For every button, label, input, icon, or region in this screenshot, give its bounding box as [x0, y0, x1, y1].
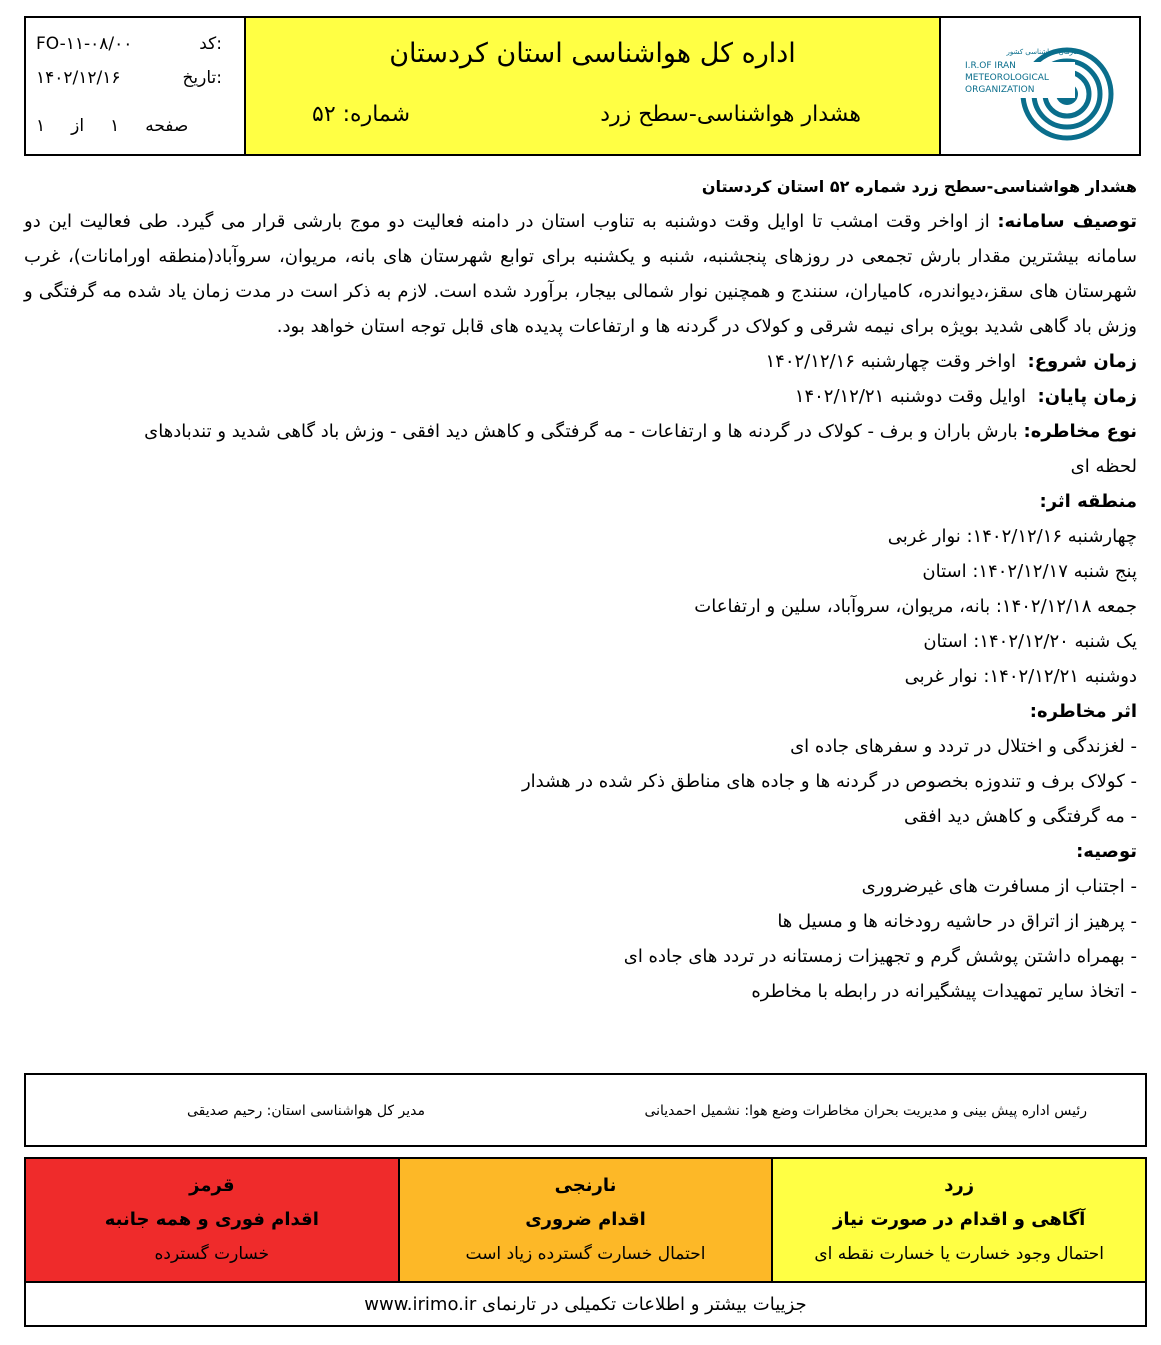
end-value: اوایل وقت دوشنبه ۱۴۰۲/۱۲/۲۱: [794, 386, 1027, 407]
system-description: [24, 204, 1137, 344]
advice-heading: [24, 834, 1137, 869]
code-label: کد:: [199, 34, 222, 54]
level-name: قرمز: [189, 1175, 235, 1196]
area-item: جمعه ۱۴۰۲/۱۲/۱۸: بانه، مریوان، سروآباد، سلین و ارتفاعات: [694, 596, 1137, 617]
page-title: اداره کل هواشناسی استان کردستان: [389, 38, 796, 69]
director-signature: مدیر کل هواشناسی استان: رحیم صدیقی: [186, 1103, 425, 1119]
page-label: صفحه: [145, 116, 189, 136]
effect-heading: [24, 694, 1137, 729]
irimo-logo-icon: [959, 32, 1119, 144]
level-action: اقدام فوری و همه جانبه: [104, 1209, 319, 1230]
title-box: [246, 18, 941, 154]
footer-link-text: جزییات بیشتر و اطلاعات تکمیلی در تارنمای www.irimo.ir: [364, 1294, 807, 1315]
page-of: از: [71, 116, 85, 136]
date-value: ۱۴۰۲/۱۲/۱۶: [36, 68, 121, 88]
advice-item: - پرهیز از اتراق در حاشیه رودخانه ها و مسیل ها: [777, 911, 1137, 932]
start-value: اواخر وقت چهارشنبه ۱۴۰۲/۱۲/۱۶: [765, 351, 1017, 372]
page-info: [36, 116, 188, 136]
level-name: زرد: [944, 1175, 975, 1196]
area-item: چهارشنبه ۱۴۰۲/۱۲/۱۶: نوار غربی: [887, 526, 1137, 547]
date-row: [36, 68, 222, 88]
level-action: اقدام ضروری: [525, 1209, 646, 1230]
page-total: ۱: [36, 116, 46, 136]
level-desc: احتمال وجود خسارت یا خسارت نقطه ای: [814, 1244, 1105, 1264]
effect-label: اثر مخاطره:: [1029, 701, 1137, 722]
warning-levels-table: [24, 1157, 1147, 1327]
document-header: [24, 16, 1141, 156]
warning-number: شماره: ۵۲: [312, 102, 411, 127]
levels-row: [26, 1159, 1145, 1283]
area-item: دوشنبه ۱۴۰۲/۱۲/۲۱: نوار غربی: [904, 666, 1137, 687]
advice-item: - اتخاذ سایر تمهیدات پیشگیرانه در رابطه با مخاطره: [751, 981, 1137, 1002]
logo-box: [941, 18, 1139, 154]
hazard-line2: لحظه ای: [1070, 456, 1137, 477]
level-desc: خسارت گسترده: [154, 1244, 270, 1264]
code-row: [36, 34, 222, 54]
desc-text: از اواخر وقت امشب تا اوایل وقت دوشنبه به تناوب استان در دامنه فعالیت دو موج بارشی قرار می گیرد. طی فعالیت این دو سامانه بیشترین مقدار بارش تجمعی در روزهای پنجشنبه، شنبه و یکشنبه برای توابع شهرستان های بانه، مریوان، سروآباد(منطقه اورامانات)، غرب شهرستان های سقز،دیواندره، کامیاران، سنندج و همچنین نوار شمالی بیجار، برآورد شده است. لازم به ذکر است در مدت زمان یاد شده مه گرفتگی و وزش باد گاهی شدید بویژه برای نیمه شرقی و کولاک در گردنه ها و ارتفاعات پدیده های قابل توجه استان خواهد بود.: [24, 211, 1137, 337]
doc-meta-box: [26, 18, 246, 154]
level-action: آگاهی و اقدام در صورت نیاز: [833, 1209, 1086, 1230]
code-value: FO-۱۱-۰۸/۰۰: [36, 34, 133, 54]
level-red: [26, 1159, 398, 1281]
desc-label: توصیف سامانه:: [997, 211, 1137, 232]
signature-box: [24, 1073, 1147, 1147]
date-label: تاریخ:: [182, 68, 222, 88]
hazard-line1: بارش باران و برف - کولاک در گردنه ها و ارتفاعات - مه گرفتگی و کاهش دید افقی - وزش باد گاهی شدید و تندبادهای: [144, 421, 1018, 442]
area-heading: [24, 484, 1137, 519]
start-label: زمان شروع:: [1027, 351, 1137, 372]
end-label: زمان پایان:: [1037, 386, 1137, 407]
forecast-head-signature: رئیس اداره پیش بینی و مدیریت بحران مخاطرات وضع هوا: نشمیل احمدیانی: [644, 1103, 1087, 1119]
advice-item: - بهمراه داشتن پوشش گرم و تجهیزات زمستانه در تردد های جاده ای: [623, 946, 1137, 967]
hazard-type: [24, 414, 1137, 449]
effect-item: - لغزندگی و اختلال در تردد و سفرهای جاده ای: [790, 736, 1137, 757]
warning-body: [24, 170, 1137, 1009]
level-orange: [398, 1159, 772, 1281]
end-time: [24, 379, 1137, 414]
level-name: نارنجی: [554, 1175, 617, 1196]
advice-label: توصیه:: [1076, 841, 1137, 862]
hazard-label: نوع مخاطره:: [1023, 421, 1137, 442]
logo-text-2: METEOROLOGICAL: [965, 73, 1049, 83]
warning-level-title: هشدار هواشناسی-سطح زرد: [600, 102, 861, 127]
page-row: [36, 116, 222, 136]
area-item: پنج شنبه ۱۴۰۲/۱۲/۱۷: استان: [922, 561, 1137, 582]
area-item: یک شنبه ۱۴۰۲/۱۲/۲۰: استان: [923, 631, 1137, 652]
level-desc: احتمال خسارت گسترده زیاد است: [465, 1244, 706, 1264]
warning-heading: هشدار هواشناسی-سطح زرد شماره ۵۲ استان کردستان: [701, 177, 1137, 196]
page-current: ۱: [110, 116, 120, 136]
effect-item: - کولاک برف و تندوزه بخصوص در گردنه ها و جاده های مناطق ذکر شده در هشدار: [521, 771, 1137, 792]
start-time: [24, 344, 1137, 379]
effect-item: - مه گرفتگی و کاهش دید افقی: [904, 806, 1137, 827]
level-yellow: [771, 1159, 1145, 1281]
logo-text-fa: سازمان هواشناسی کشور: [1006, 48, 1081, 56]
area-label: منطقه اثر:: [1039, 491, 1137, 512]
logo-text-3: ORGANIZATION: [965, 85, 1035, 95]
logo-text-1: I.R.OF IRAN: [965, 61, 1016, 71]
advice-item: - اجتناب از مسافرت های غیرضروری: [861, 876, 1137, 897]
